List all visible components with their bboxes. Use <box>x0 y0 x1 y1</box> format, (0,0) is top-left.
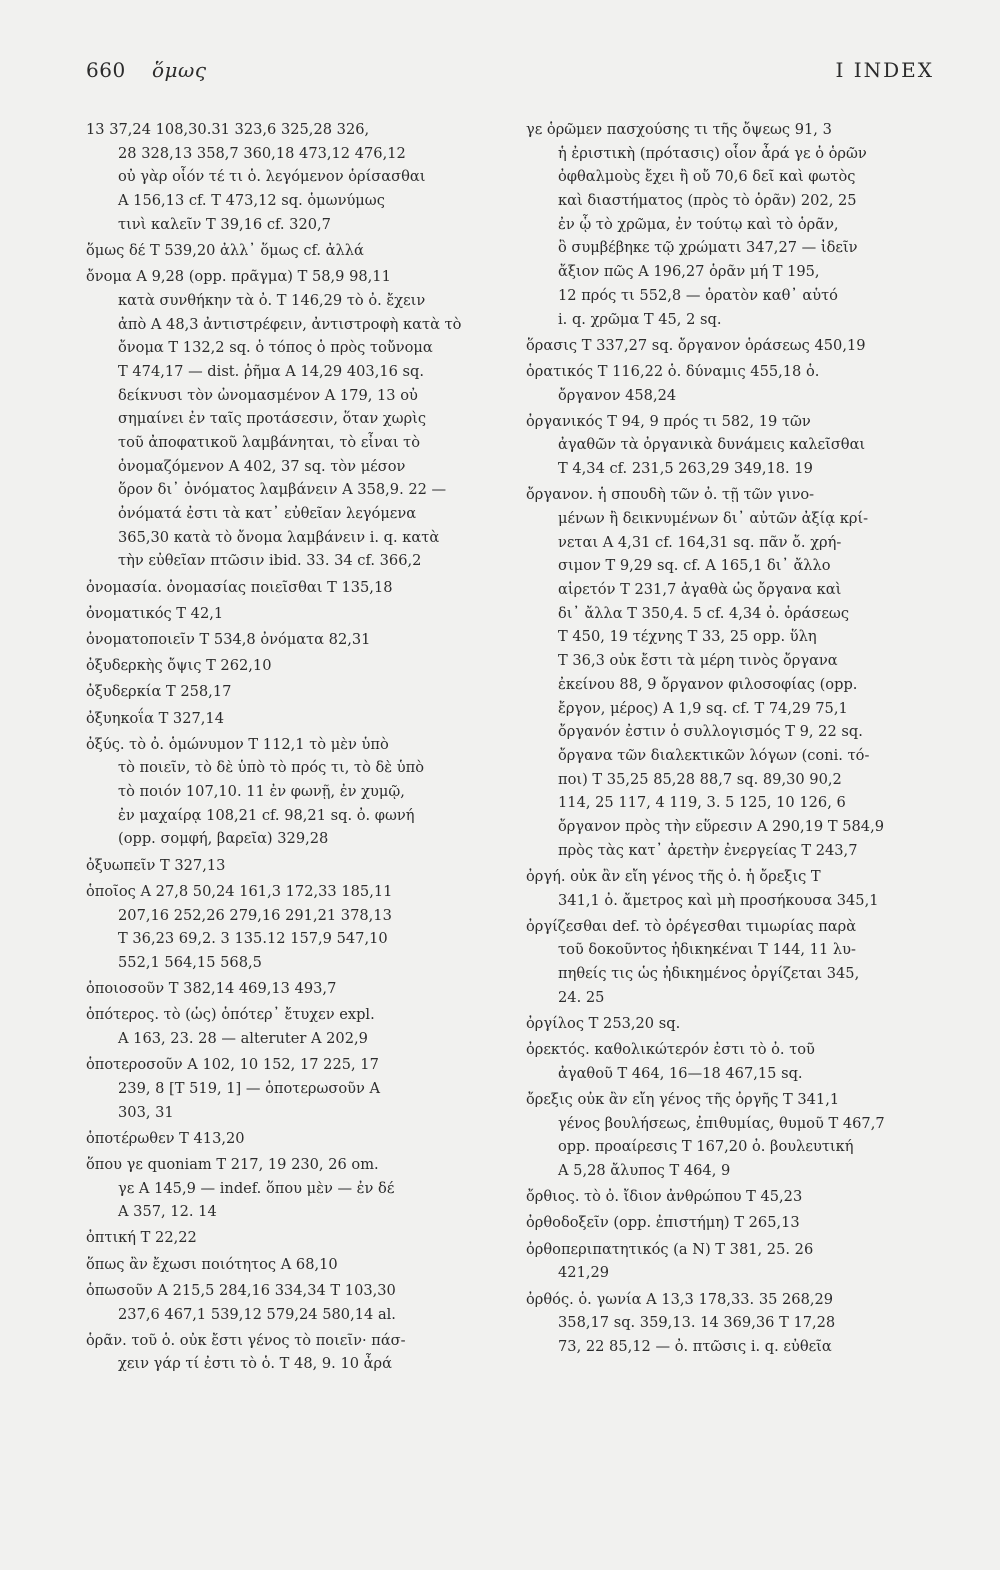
entry-line: Τ 474,17 — dist. ῥῆμα Α 14,29 403,16 sq. <box>118 362 425 380</box>
right-column <box>526 118 942 1361</box>
index-entry <box>86 1279 504 1326</box>
entry-line: γένος βουλήσεως, ἐπιθυμίας, θυμοῦ Τ 467,7 <box>558 1114 885 1132</box>
entry-line: i. q. χρῶμα Τ 45, 2 sq. <box>558 310 722 328</box>
index-entry <box>86 1003 504 1050</box>
entry-line: ὀνοματοποιεῖν Τ 534,8 ὀνόματα 82,31 <box>86 630 371 648</box>
index-entry <box>86 118 504 236</box>
entry-line: ὀνόματά ἐστι τὰ κατ᾽ εὐθεῖαν λεγόμενα <box>118 505 417 522</box>
entry-line: ὁποιοσοῦν Τ 382,14 469,13 493,7 <box>86 980 337 998</box>
entry-line: ὀρθοδοξεῖν (opp. ἐπιστήμη) Τ 265,13 <box>526 1214 800 1232</box>
entry-line: ὄργανον. ἡ σπουδὴ τῶν ὀ. τῇ τῶν γινο- <box>526 486 815 504</box>
entry-line: ὀπτική Τ 22,22 <box>86 1229 197 1247</box>
index-entry <box>86 854 504 878</box>
entry-line: ὀργανικός Τ 94, 9 πρός τι 582, 19 τῶν <box>526 412 811 430</box>
entry-line: ὀξυδερκὴς ὄψις Τ 262,10 <box>86 657 272 675</box>
entry-line: 114, 25 117, 4 119, 3. 5 125, 10 126, 6 <box>558 794 846 812</box>
index-entry <box>86 1226 504 1250</box>
entry-line: ποι) Τ 35,25 85,28 88,7 sq. 89,30 90,2 <box>558 770 842 788</box>
entry-line: ἐν ᾧ τὸ χρῶμα, ἐν τούτῳ καὶ τὸ ὁρᾶν, <box>558 215 839 233</box>
entry-line: ὀξυηκοΐα Τ 327,14 <box>86 709 224 727</box>
entry-line: 552,1 564,15 568,5 <box>118 953 262 971</box>
entry-line: μένων ἢ δεικνυμένων δι᾽ αὐτῶν ἀξίᾳ κρί- <box>558 510 869 527</box>
index-entry <box>526 915 942 1010</box>
entry-line: ἀπὸ Α 48,3 ἀντιστρέφειν, ἀντιστροφὴ κατὰ τὸ <box>118 315 462 333</box>
entry-line: ὁρατικός Τ 116,22 ὁ. δύναμις 455,18 ὁ. <box>526 362 820 380</box>
entry-line: ἔργον, μέρος) Α 1,9 sq. cf. Τ 74,29 75,1 <box>558 699 848 717</box>
entry-line: τοῦ δοκοῦντος ἠδικηκέναι Τ 144, 11 λυ- <box>558 941 856 959</box>
entry-line: 24. 25 <box>558 988 605 1006</box>
entry-line: ὀρθοπεριπατητικός (a N) Τ 381, 25. 26 <box>526 1240 814 1258</box>
index-entry <box>86 680 504 704</box>
entry-line: 12 πρός τι 552,8 — ὁρατὸν καθ᾽ αὑτό <box>558 286 838 304</box>
entry-line: ὁποτέρωθεν Τ 413,20 <box>86 1129 245 1147</box>
entry-line: αἱρετόν Τ 231,7 ἀγαθὰ ὡς ὄργανα καὶ <box>558 581 842 599</box>
index-entry <box>86 602 504 626</box>
entry-line: νεται Α 4,31 cf. 164,31 sq. πᾶν ὄ. χρή- <box>558 533 842 551</box>
entry-line: ἀγαθοῦ Τ 464, 16—18 467,15 sq. <box>558 1064 803 1082</box>
index-entry <box>86 733 504 851</box>
index-entry <box>86 707 504 731</box>
entry-line: ὄνομα Τ 132,2 sq. ὁ τόπος ὁ πρὸς τοὔνομα <box>118 339 433 357</box>
entry-line: σημαίνει ἐν ταῖς προτάσεσιν, ὅταν χωρὶς <box>118 410 427 428</box>
entry-line: τὸ ποιεῖν, τὸ δὲ ὑπὸ τὸ πρός τι, τὸ δὲ ὑπὸ <box>118 759 425 777</box>
index-entry <box>86 880 504 975</box>
page-number: 660 <box>86 58 126 82</box>
entry-line: 365,30 κατὰ τὸ ὄνομα λαμβάνειν i. q. κατὰ <box>118 528 440 546</box>
page-header <box>86 58 934 92</box>
entry-line: Α 5,28 ἄλυπος Τ 464, 9 <box>558 1162 731 1180</box>
entry-line: γε Α 145,9 — indef. ὅπου μὲν — ἐν δέ <box>118 1179 395 1197</box>
entry-line: οὐ γὰρ οἷόν τέ τι ὁ. λεγόμενον ὁρίσασθαι <box>118 168 426 186</box>
entry-line: ὄργανόν ἐστιν ὁ συλλογισμός Τ 9, 22 sq. <box>558 723 863 741</box>
entry-line: 341,1 ὀ. ἄμετρος καὶ μὴ προσήκουσα 345,1 <box>558 891 879 909</box>
left-column <box>86 118 504 1379</box>
entry-line: χειν γάρ τί ἐστι τὸ ὁ. Τ 48, 9. 10 ἆρά <box>118 1355 392 1373</box>
entry-line: ὄργανον πρὸς τὴν εὕρεσιν Α 290,19 Τ 584,9 <box>558 817 885 835</box>
entry-line: ἐν μαχαίρᾳ 108,21 cf. 98,21 sq. ὀ. φωνή <box>118 806 415 824</box>
entry-line: Τ 36,3 οὐκ ἔστι τὰ μέρη τινὸς ὄργανα <box>558 652 838 670</box>
index-entry <box>86 977 504 1001</box>
index-entry <box>86 239 504 263</box>
index-entry <box>526 483 942 862</box>
entry-line: ἄξιον πῶς Α 196,27 ὁρᾶν μή Τ 195, <box>558 263 820 281</box>
index-entry <box>526 360 942 407</box>
entry-line: δι᾽ ἄλλα Τ 350,4. 5 cf. 4,34 ὀ. ὁράσεως <box>558 604 849 622</box>
index-entry <box>86 265 504 573</box>
entry-line: ἡ ἐριστικὴ (πρότασις) οἷον ἆρά γε ὁ ὁρῶν <box>558 144 867 162</box>
entry-line: ὄνομα Α 9,28 (opp. πρᾶγμα) Τ 58,9 98,11 <box>86 268 391 286</box>
entry-line: καὶ διαστήματος (πρὸς τὸ ὁρᾶν) 202, 25 <box>558 192 857 210</box>
entry-line: ὁποτεροσοῦν Α 102, 10 152, 17 225, 17 <box>86 1056 379 1074</box>
index-entry <box>526 410 942 481</box>
index-entry <box>526 1288 942 1359</box>
index-entry <box>86 1253 504 1277</box>
entry-line: Τ 36,23 69,2. 3 135.12 157,9 547,10 <box>118 930 388 948</box>
entry-line: ὀνομασία. ὀνομασίας ποιεῖσθαι Τ 135,18 <box>86 578 393 596</box>
entry-line: ὁρᾶν. τοῦ ὁ. οὐκ ἔστι γένος τὸ ποιεῖν· πάσ- <box>86 1331 406 1349</box>
entry-line: ὅπως ἂν ἔχωσι ποιότητος Α 68,10 <box>86 1255 338 1273</box>
entry-line: ὀργή. οὐκ ἂν εἴη γένος τῆς ὀ. ἡ ὄρεξις Τ <box>526 867 821 885</box>
entry-line: 358,17 sq. 359,13. 14 369,36 Τ 17,28 <box>558 1314 836 1332</box>
entry-line: τὸ ποιόν 107,10. 11 ἐν φωνῇ, ἐν χυμῷ, <box>118 783 405 801</box>
entry-line: 73, 22 85,12 — ὀ. πτῶσις i. q. εὐθεῖα <box>558 1337 832 1355</box>
entry-line: Τ 450, 19 τέχνης Τ 33, 25 opp. ὕλη <box>558 628 817 646</box>
index-entry <box>526 1238 942 1285</box>
index-entry <box>526 1088 942 1183</box>
entry-line: ὀργίζεσθαι def. τὸ ὀρέγεσθαι τιμωρίας παρὰ <box>526 917 857 935</box>
entry-line: ὀρθός. ὁ. γωνία Α 13,3 178,33. 35 268,29 <box>526 1290 834 1308</box>
entry-line: ὅρον δι᾽ ὀνόματος λαμβάνειν Α 358,9. 22 — <box>118 481 447 499</box>
index-entry <box>526 118 942 331</box>
entry-line: τοῦ ἀποφατικοῦ λαμβάνηται, τὸ εἶναι τὸ <box>118 433 421 451</box>
entry-line: πηθείς τις ὡς ἠδικημένος ὀργίζεται 345, <box>558 965 860 983</box>
index-entry <box>526 1012 942 1036</box>
entry-line: ὅρασις Τ 337,27 sq. ὄργανον ὁράσεως 450,19 <box>526 336 866 354</box>
entry-line: τινὶ καλεῖν Τ 39,16 cf. 320,7 <box>118 215 331 233</box>
entry-line: ὀνομαζόμενον Α 402, 37 sq. τὸν μέσον <box>118 457 406 475</box>
index-entry <box>86 654 504 678</box>
entry-line: ὀφθαλμοὺς ἔχει ἢ οὔ 70,6 δεῖ καὶ φωτὸς <box>558 168 856 186</box>
entry-line: Α 156,13 cf. Τ 473,12 sq. ὁμωνύμως <box>118 192 385 210</box>
index-entry <box>86 576 504 600</box>
entry-line: 237,6 467,1 539,12 579,24 580,14 al. <box>118 1305 396 1323</box>
entry-line: ὄρθιος. τὸ ὀ. ἴδιον ἀνθρώπου Τ 45,23 <box>526 1188 803 1206</box>
entry-line: ὄργανον 458,24 <box>558 386 677 404</box>
index-title: I INDEX <box>835 58 934 82</box>
index-entry <box>526 1038 942 1085</box>
entry-line: κατὰ συνθήκην τὰ ὀ. Τ 146,29 τὸ ὀ. ἔχειν <box>118 291 426 309</box>
entry-line: πρὸς τὰς κατ᾽ ἀρετὴν ἐνεργείας Τ 243,7 <box>558 841 858 859</box>
entry-line: γε ὁρῶμεν πασχούσης τι τῆς ὄψεως 91, 3 <box>526 121 832 138</box>
entry-line: ὁπωσοῦν Α 215,5 284,16 334,34 Τ 103,30 <box>86 1281 396 1299</box>
entry-line: ὀξυδερκία Τ 258,17 <box>86 683 232 701</box>
entry-line: ἀγαθῶν τὰ ὀργανικὰ δυνάμεις καλεῖσθαι <box>558 436 866 454</box>
entry-line: ὅπου γε quoniam Τ 217, 19 230, 26 om. <box>86 1155 379 1173</box>
index-entry <box>86 628 504 652</box>
entry-line: 239, 8 [Τ 519, 1] — ὁποτερωσοῦν Α <box>118 1079 381 1097</box>
entry-line: ὁποῖος Α 27,8 50,24 161,3 172,33 185,11 <box>86 882 393 900</box>
entry-line: ὀρεκτός. καθολικώτερόν ἐστι τὸ ὀ. τοῦ <box>526 1041 815 1059</box>
entry-line: ἐκείνου 88, 9 ὄργανον φιλοσοφίας (opp. <box>558 675 858 693</box>
entry-line: ὃ συμβέβηκε τῷ χρώματι 347,27 — ἰδεῖν <box>558 239 858 257</box>
entry-line: ὅμως δέ Τ 539,20 ἀλλ᾽ ὅμως cf. ἀλλά <box>86 241 364 259</box>
entry-line: 421,29 <box>558 1264 610 1282</box>
index-entry <box>526 865 942 912</box>
entry-line: ὀξύς. τὸ ὀ. ὁμώνυμον Τ 112,1 τὸ μὲν ὑπὸ <box>86 735 389 753</box>
entry-line: σιμον Τ 9,29 sq. cf. Α 165,1 δι᾽ ἄλλο <box>558 557 831 575</box>
index-entry <box>86 1153 504 1224</box>
entry-line: ὀργίλος Τ 253,20 sq. <box>526 1014 681 1032</box>
entry-line: (opp. σομφή, βαρεῖα) 329,28 <box>118 830 329 848</box>
entry-line: 28 328,13 358,7 360,18 473,12 476,12 <box>118 144 406 162</box>
entry-line: τὴν εὐθεῖαν πτῶσιν ibid. 33. 34 cf. 366,2 <box>118 552 422 570</box>
index-entry <box>86 1329 504 1376</box>
entry-line: ὁπότερος. τὸ (ὡς) ὁπότερ᾽ ἔτυχεν expl. <box>86 1006 375 1024</box>
index-entry <box>526 1211 942 1235</box>
entry-line: Α 163, 23. 28 — alteruter Α 202,9 <box>118 1029 368 1047</box>
entry-line: 207,16 252,26 279,16 291,21 378,13 <box>118 906 392 924</box>
entry-line: Τ 4,34 cf. 231,5 263,29 349,18. 19 <box>558 460 813 478</box>
entry-line: ὀνοματικός Τ 42,1 <box>86 604 224 622</box>
entry-line: opp. προαίρεσις Τ 167,20 ὀ. βουλευτική <box>558 1138 854 1156</box>
entry-line: ὄργανα τῶν διαλεκτικῶν λόγων (coni. τό- <box>558 746 870 764</box>
running-headword: ὅμως <box>152 58 207 82</box>
index-entry <box>86 1053 504 1124</box>
entry-line: ὀξυωπεῖν Τ 327,13 <box>86 856 226 874</box>
entry-line: 303, 31 <box>118 1103 174 1121</box>
entry-line: 13 37,24 108,30.31 323,6 325,28 326, <box>86 121 370 138</box>
index-entry <box>86 1127 504 1151</box>
index-entry <box>526 334 942 358</box>
entry-line: Α 357, 12. 14 <box>118 1203 217 1221</box>
index-entry <box>526 1185 942 1209</box>
entry-line: δείκνυσι τὸν ὠνομασμένον Α 179, 13 οὐ <box>118 386 418 404</box>
entry-line: ὄρεξις οὐκ ἂν εἴη γένος τῆς ὀργῆς Τ 341,1 <box>526 1091 840 1108</box>
